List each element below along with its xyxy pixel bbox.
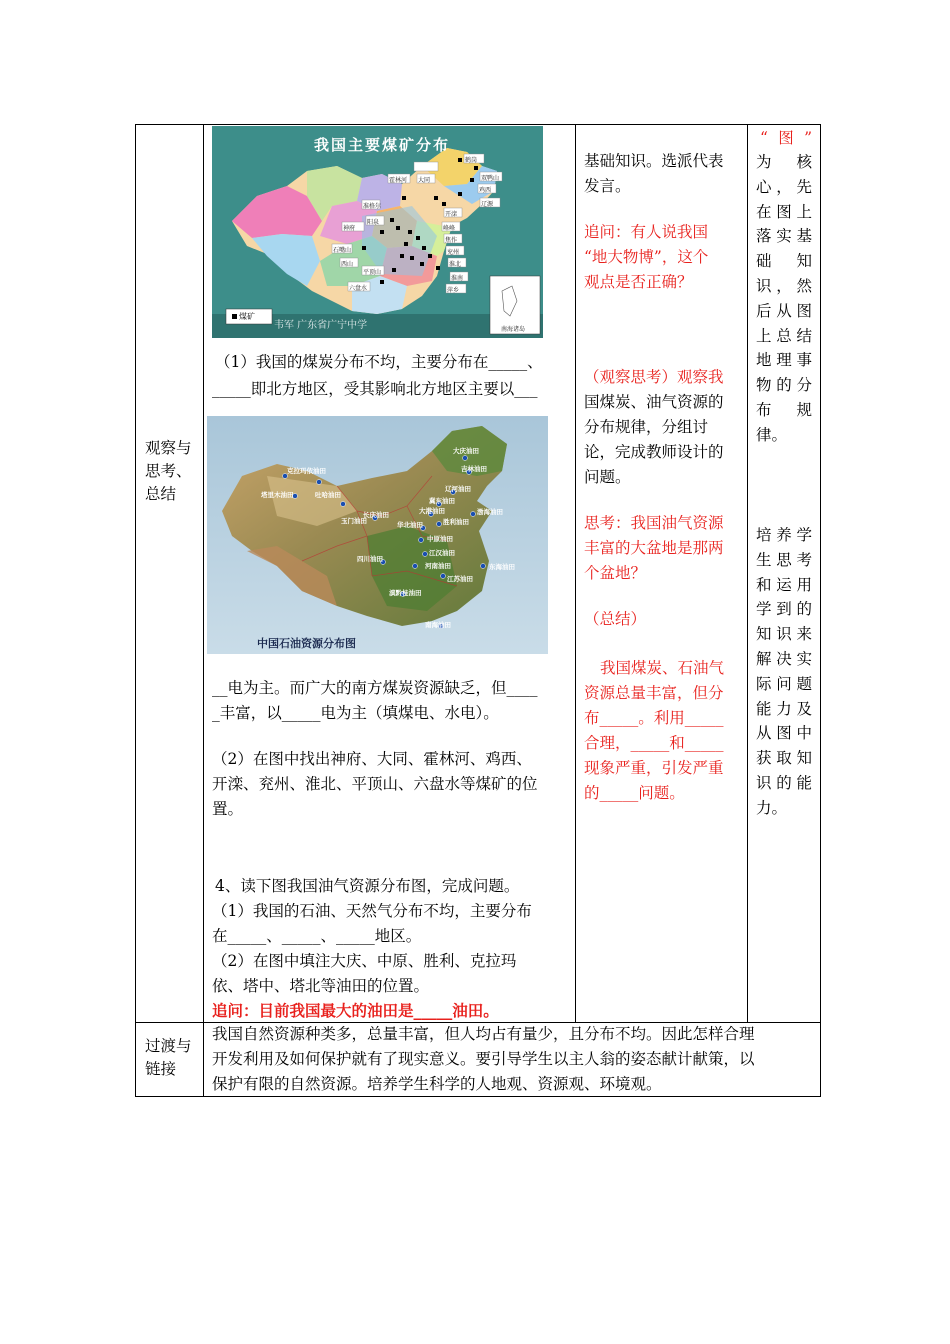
intent-line: 识的能 xyxy=(756,773,812,792)
question-2-line: 开滦、兖州、淮北、平顶山、六盘水等煤矿的位 xyxy=(212,775,538,793)
coal-map-credit: 韦军 广东省广宁中学 xyxy=(274,320,368,331)
intent-line: 心，先 xyxy=(756,177,812,196)
intent-line: 落实基 xyxy=(756,227,812,246)
place-label: 神府 xyxy=(343,225,356,232)
intent-line: 际问题 xyxy=(756,674,812,693)
field-label: 江汉油田 xyxy=(429,549,455,557)
place-label: 大同 xyxy=(418,177,431,184)
field-label: 四川油田 xyxy=(357,555,383,563)
coal-map-title: 我国主要煤矿分布 xyxy=(313,136,450,154)
intent-quote: “图” xyxy=(760,129,812,147)
intent-line: 从图中 xyxy=(756,724,812,743)
field-label: 吐哈油田 xyxy=(315,491,341,499)
intent-part-1 xyxy=(756,150,812,448)
intent-line: 能力及 xyxy=(756,699,812,718)
place-label: 平顶山 xyxy=(363,269,382,276)
place-label: 萍乡 xyxy=(447,287,460,294)
place-label: 六盘水 xyxy=(349,285,368,292)
field-label: 渤海油田 xyxy=(477,508,503,516)
field-label: 大庆油田 xyxy=(453,447,479,455)
field-label: 克拉玛依油田 xyxy=(287,467,326,475)
intent-line: 生思考 xyxy=(756,550,812,569)
teacher-followup-line: “地大物博”，这个 xyxy=(584,248,709,266)
field-label: 胜利油田 xyxy=(443,518,469,526)
intent-line: 解决实 xyxy=(756,649,812,668)
question-2-line: 置。 xyxy=(212,800,244,818)
teacher-intro-line: 发言。 xyxy=(584,177,631,195)
place-label: 霍林河 xyxy=(389,177,408,184)
question-2-line: （2）在图中找出神府、大同、霍林河、鸡西、 xyxy=(212,750,532,768)
intent-line: 在图上 xyxy=(756,202,812,221)
row-label-line: 过渡与 xyxy=(145,1037,192,1055)
question-1-line: _____即北方地区，受其影响北方地区主要以___ xyxy=(212,380,538,398)
teacher-think-line: 思考：我国油气资源 xyxy=(584,514,724,532)
teacher-think-line: 丰富的大盆地是那两 xyxy=(584,539,724,557)
place-label: 石嘴山 xyxy=(333,247,352,254)
teacher-followup-line: 追问：有人说我国 xyxy=(584,223,709,241)
place-label: 辽源 xyxy=(481,201,494,208)
place-label: 开滦 xyxy=(445,211,458,218)
teacher-summary-line: 资源总量丰富，但分 xyxy=(584,684,724,702)
question-4-line: （2）在图中填注大庆、中原、胜利、克拉玛 xyxy=(212,952,517,970)
intent-line: 知识来 xyxy=(756,625,812,644)
row-label-line: 思考、 xyxy=(145,462,192,480)
intent-line: 力。 xyxy=(756,798,788,817)
row-label-transition xyxy=(145,1035,192,1081)
field-label: 大港油田 xyxy=(419,507,445,515)
place-label: 淮南 xyxy=(451,275,464,282)
place-label: 峰峰 xyxy=(443,225,456,232)
field-label: 华北油田 xyxy=(397,521,423,529)
intent-line: 培养学 xyxy=(756,526,812,544)
transition-line: 我国自然资源种类多，总量丰富，但人均占有量少，且分布不均。因此怎样合理 xyxy=(212,1025,755,1043)
intent-line: 律。 xyxy=(756,425,788,444)
row-label-observe xyxy=(145,437,192,506)
question-4-line: 4、读下图我国油气资源分布图，完成问题。 xyxy=(215,877,520,895)
coal-map-legend: 煤矿 xyxy=(239,312,255,321)
row-label-line: 总结 xyxy=(145,485,177,503)
teacher-observe-line: 问题。 xyxy=(584,468,631,486)
intent-part-2 xyxy=(756,523,812,821)
question-4-line: 在_____、_____、_____地区。 xyxy=(212,927,422,945)
coal-map-place-labels xyxy=(212,126,543,338)
oil-map-field-labels xyxy=(207,416,548,654)
field-label: 东海油田 xyxy=(489,563,515,571)
place-label: 西山 xyxy=(341,261,354,268)
teacher-summary-line: 现象严重，引发严重 xyxy=(584,759,724,777)
oil-distribution-map xyxy=(207,416,548,654)
field-label: 辽河油田 xyxy=(445,485,471,493)
field-label: 冀东油田 xyxy=(429,497,455,505)
field-label: 长庆油田 xyxy=(363,511,389,519)
place-label: 鸡西 xyxy=(479,187,492,194)
question-1-cont-line: _丰富，以_____电为主（填煤电、水电）。 xyxy=(212,704,499,722)
question-1-cont-line: __电为主。而广大的南方煤炭资源缺乏，但____ xyxy=(212,679,538,697)
coal-distribution-map xyxy=(212,126,543,338)
place-label: 淮北 xyxy=(449,261,462,268)
teacher-followup-line: 观点是否正确？ xyxy=(584,273,693,291)
field-label: 江苏油田 xyxy=(447,575,473,583)
teacher-summary-line: 的_____问题。 xyxy=(584,784,685,802)
field-label: 中原油田 xyxy=(427,535,453,543)
intent-line: 和运用 xyxy=(756,575,812,594)
field-label: 南海油田 xyxy=(425,621,451,629)
field-label: 塔里木油田 xyxy=(261,491,294,499)
place-label: 兖州 xyxy=(447,249,460,256)
row-label-line: 观察与 xyxy=(145,439,192,457)
intent-line: 地理事 xyxy=(756,351,812,370)
teacher-observe-line: 论，完成教师设计的 xyxy=(584,443,724,461)
question-4-line: （1）我国的石油、天然气分布不均，主要分布 xyxy=(212,902,532,920)
intent-line: 上总结 xyxy=(756,326,812,345)
teacher-observe-line xyxy=(584,365,724,390)
intent-line: 为核 xyxy=(756,153,812,171)
place-label: 双鸭山 xyxy=(481,175,500,182)
place-label: 焦作 xyxy=(445,237,458,244)
transition-line: 开发利用及如何保护就有了现实意义。要引导学生以主人翁的姿态献计献策，以 xyxy=(212,1050,755,1068)
teacher-summary-tag: （总结） xyxy=(584,610,647,628)
intent-line: 布规 xyxy=(756,400,812,419)
teacher-think-line: 个盆地？ xyxy=(584,564,647,582)
intent-line: 后从图 xyxy=(756,301,812,320)
intent-line: 学到的 xyxy=(756,600,812,619)
transition-line: 保护有限的自然资源。培养学生科学的人地观、资源观、环境观。 xyxy=(212,1075,662,1093)
teacher-observe-line: 国煤炭、油气资源的 xyxy=(584,393,724,411)
intent-line: 础知 xyxy=(756,252,812,271)
question-1-line: （1）我国的煤炭分布不均，主要分布在_____、 xyxy=(215,353,543,371)
place-label: 南海诸岛 xyxy=(501,326,526,333)
field-label: 玉门油田 xyxy=(341,517,367,525)
observe-tag: （观察思考）观察我 xyxy=(584,368,724,386)
teacher-summary-line: 我国煤炭、石油气 xyxy=(600,659,725,677)
question-4-line: 依、塔中、塔北等油田的位置。 xyxy=(212,977,430,995)
teacher-observe-line: 分布规律，分组讨 xyxy=(584,418,709,436)
field-label: 河南油田 xyxy=(425,562,451,570)
place-label: 准格尔 xyxy=(363,203,382,210)
teacher-summary-line: 布_____。利用_____ xyxy=(584,709,724,727)
intent-line: 识，然 xyxy=(756,276,812,295)
place-label: 鹤岗 xyxy=(465,157,478,164)
teacher-intro-line: 基础知识。选派代表 xyxy=(584,152,724,170)
field-label: 吉林油田 xyxy=(461,465,487,473)
oil-map-title: 中国石油资源分布图 xyxy=(257,637,356,650)
teacher-summary-line: 合理，_____和_____ xyxy=(584,734,724,752)
intent-line: 物的分 xyxy=(756,376,812,395)
place-label: 阳泉 xyxy=(367,219,380,226)
field-label: 滇黔桂油田 xyxy=(389,589,422,597)
question-4-followup: 追问：目前我国最大的油田是_____油田。 xyxy=(212,1001,499,1020)
row-label-line: 链接 xyxy=(145,1060,177,1078)
intent-line: 获取知 xyxy=(756,749,812,768)
